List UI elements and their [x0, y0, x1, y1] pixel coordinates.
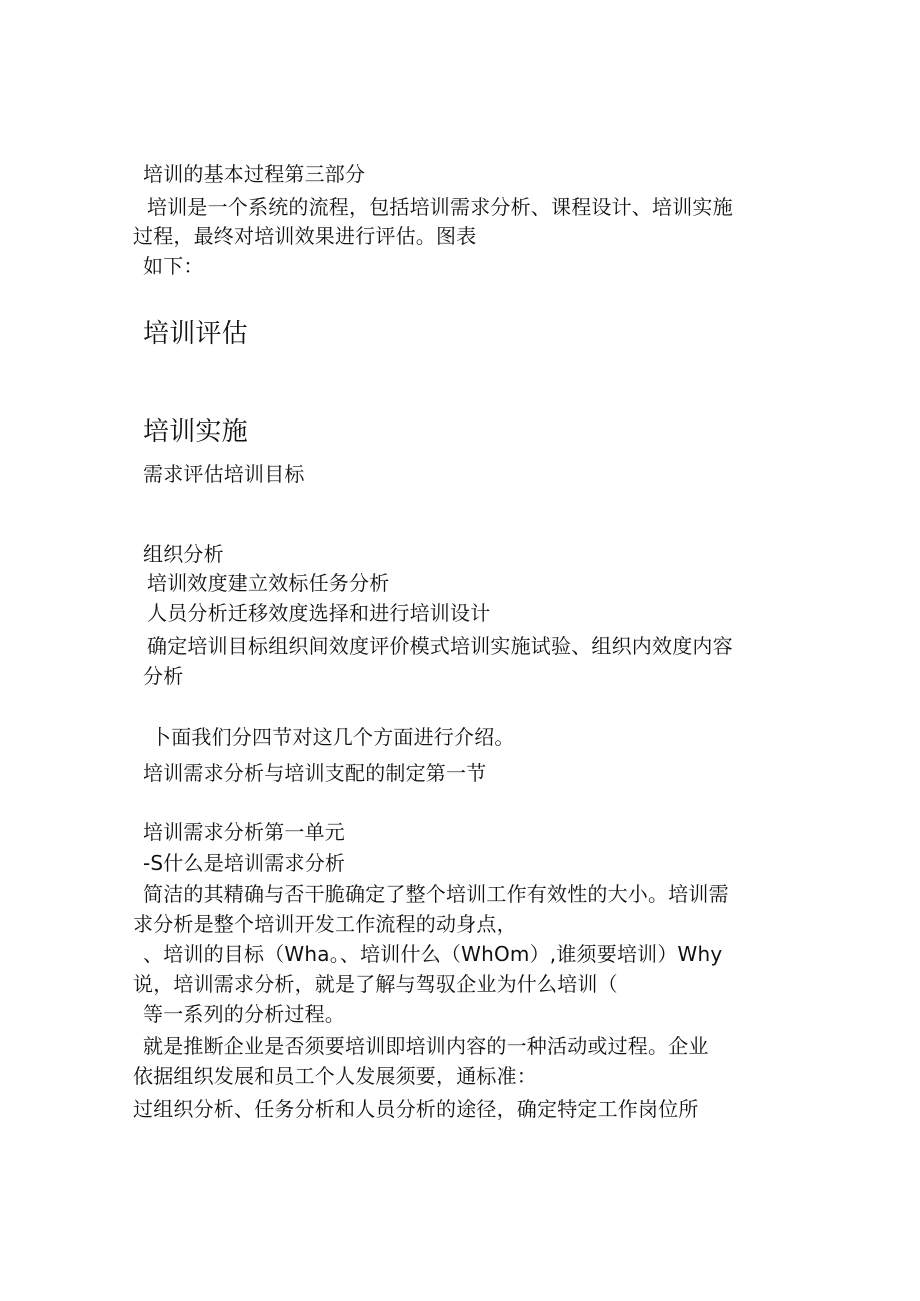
diagram-label-training-evaluation: 培训评估 [143, 319, 248, 349]
paragraph-line: 简洁的其精确与否干脆确定了整个培训工作有效性的大小。培训需 [143, 882, 729, 906]
paragraph-line: 说，培训需求分析，就是了解与驾驭企业为什么培训（ [133, 972, 618, 996]
paragraph-line: 依据组织发展和员工个人发展须要，通标准： [133, 1064, 537, 1088]
diagram-label-line: 培训效度建立效标任务分析 [147, 571, 390, 595]
paragraph-line: 、培训的目标（Wha。、培训什么（WhOm）,谁须要培训）Why [143, 942, 723, 966]
diagram-label-training-implementation: 培训实施 [143, 417, 248, 447]
diagram-label-line: 需求评估培训目标 [143, 462, 305, 486]
diagram-label-line: 确定培训目标组织间效度评价模式培训实施试验、组织内效度内容 [147, 634, 733, 658]
paragraph-line: 等一系列的分析过程。 [143, 1002, 345, 1026]
diagram-label-line: 人员分析迁移效度选择和进行培训设计 [147, 601, 491, 625]
paragraph-line: 过程，最终对培训效果进行评估。图表 [133, 224, 477, 248]
diagram-label-line: 组织分析 [143, 542, 224, 566]
paragraph-line: 过组织分析、任务分析和人员分析的途径，确定特定工作岗位所 [133, 1097, 699, 1121]
subsection-heading: -S什么是培训需求分析 [143, 851, 346, 875]
paragraph-line: 如下： [143, 254, 204, 278]
paragraph-line: 卜面我们分四节对这几个方面进行介绍。 [151, 725, 515, 749]
diagram-label-line: 分析 [143, 664, 184, 688]
section-heading: 培训的基本过程第三部分 [143, 162, 366, 186]
paragraph-line: 就是推断企业是否须要培训即培训内容的一种活动或过程。企业 [143, 1034, 709, 1058]
section-heading: 培训需求分析与培训支配的制定第一节 [143, 761, 487, 785]
paragraph-line: 求分析是整个培训开发工作流程的动身点， [133, 912, 517, 936]
unit-heading: 培训需求分析第一单元 [143, 820, 345, 844]
paragraph-line: 培训是一个系统的流程，包括培训需求分析、课程设计、培训实施 [147, 195, 733, 219]
